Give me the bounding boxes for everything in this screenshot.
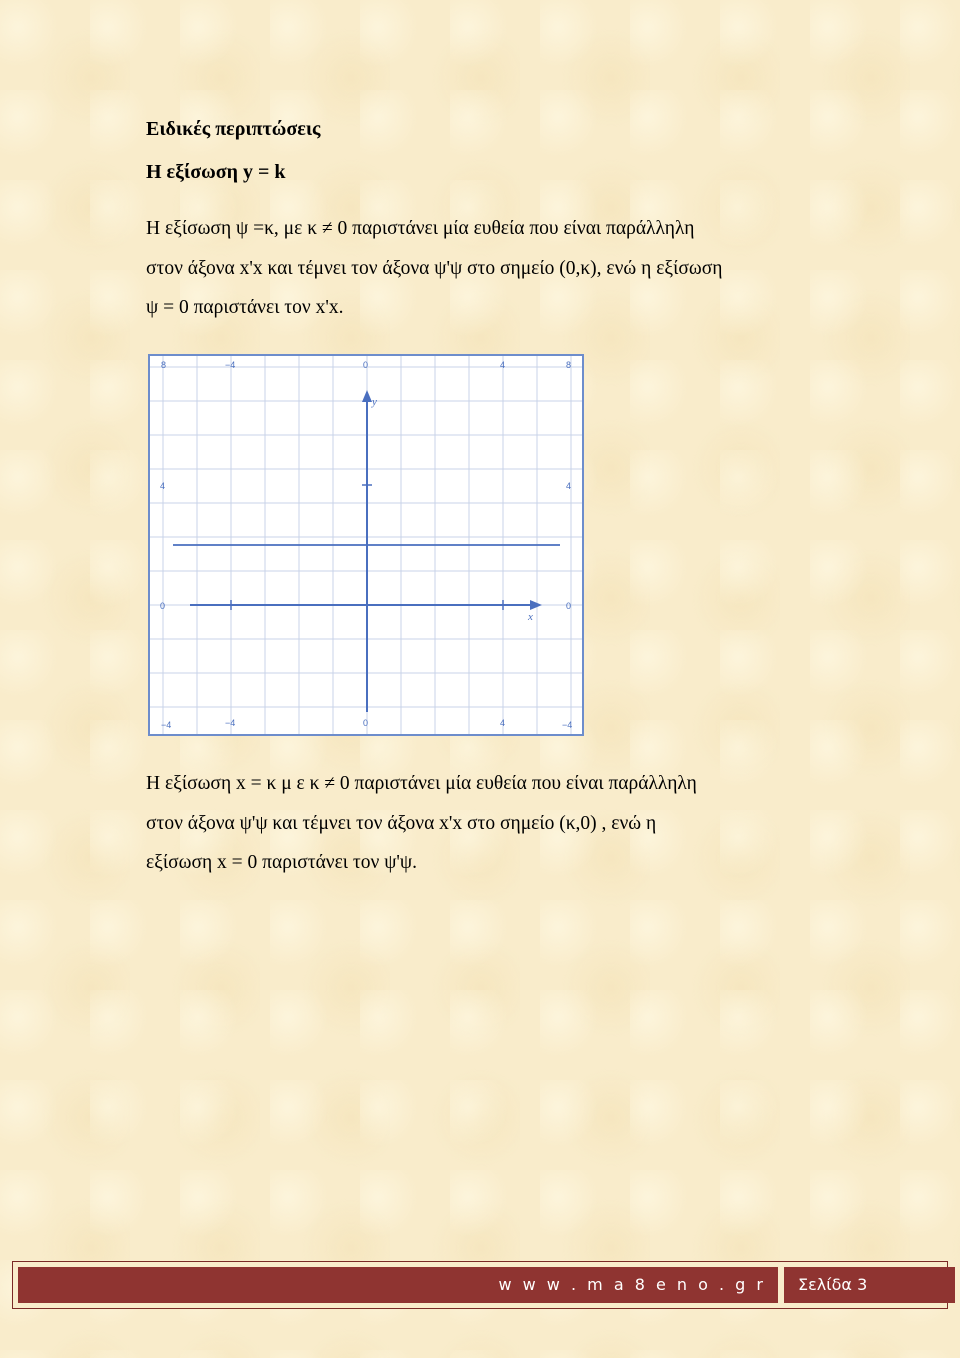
tick-label: −4 [225,360,236,370]
tick-label: −4 [161,720,172,730]
tick-label: 4 [500,360,506,370]
tick-label: 4 [566,481,572,491]
tick-label: 0 [363,718,369,728]
paragraph-vertical-line [146,764,846,883]
page-footer [12,1261,948,1309]
tick-label: −4 [225,718,236,728]
tick-label: 0 [566,601,572,611]
text-line: Η εξίσωση x = κ μ ε κ ≠ 0 παριστάνει μία ευθεία που είναι παράλληλη [146,773,697,794]
paragraph-horizontal-line [146,209,846,328]
tick-label: 0 [160,601,166,611]
section-heading: Ειδικές περιπτώσεις [146,118,321,140]
tick-label: 8 [161,360,167,370]
x-axis-label: x [528,611,533,623]
tick-label: 4 [160,481,166,491]
text-line: στον άξονα ψ'ψ και τέμνει τον άξονα x'x στο σημείο (κ,0) , ενώ η [146,812,657,834]
tick-label: 8 [566,360,572,370]
tick-label: −4 [562,720,573,730]
tick-label: 0 [363,360,369,370]
footer-page-bar [784,1267,955,1303]
text-line: ψ = 0 παριστάνει τον x'x. [146,297,344,318]
y-axis-label: y [372,396,377,408]
coordinate-graph [148,354,584,736]
text-line: Η εξίσωση ψ =κ, με κ ≠ 0 παριστάνει μία ευθεία που είναι παράλληλη [146,218,695,239]
footer-site-bar [18,1267,778,1303]
page-number: Σελίδα 3 [798,1275,868,1294]
footer-site-link[interactable]: w w w . m a 8 e n o . g r [498,1275,766,1294]
tick-label: 4 [500,718,506,728]
subsection-heading: Η εξίσωση y = k [146,161,286,183]
text-line: εξίσωση x = 0 παριστάνει τον ψ'ψ. [146,852,417,873]
text-line: στον άξονα x'x και τέμνει τον άξονα ψ'ψ στο σημείο (0,κ), ενώ η εξίσωση [146,257,723,279]
